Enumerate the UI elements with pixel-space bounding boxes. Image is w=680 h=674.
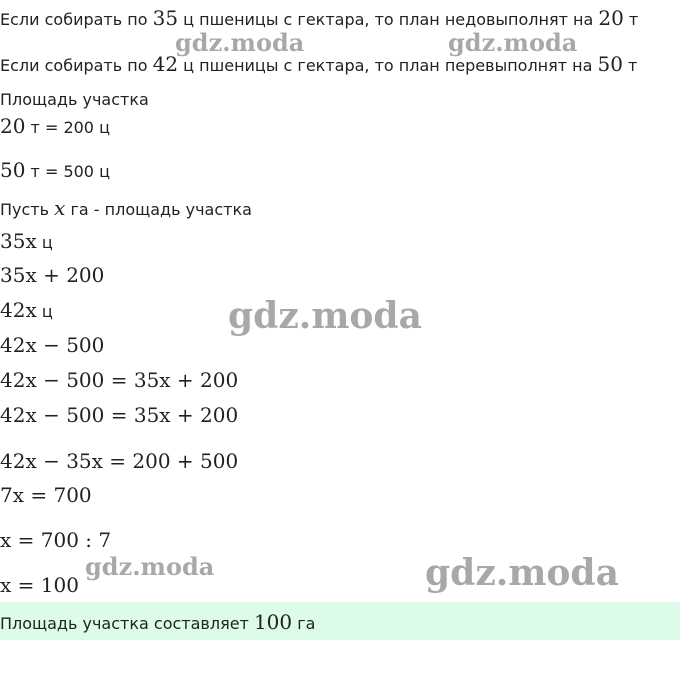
expression-42x: 42x ц <box>0 298 53 322</box>
conversion-20t: 20 т = 200 ц <box>0 114 110 138</box>
equation-6: x = 100 <box>0 573 79 597</box>
condition-line-1: Если собирать по 35 ц пшеницы с гектара, то план недовыполнят на 20 т <box>0 6 639 30</box>
expression-35x: 35x ц <box>0 229 53 253</box>
equation-2: 42x − 500 = 35x + 200 <box>0 403 239 427</box>
answer-text: Площадь участка составляет 100 га <box>0 610 316 634</box>
watermark-logo: gdz.moda <box>228 295 422 337</box>
expression-42x-minus-500: 42x − 500 <box>0 333 105 357</box>
expression-35x-plus-200: 35x + 200 <box>0 263 105 287</box>
equation-5: x = 700 : 7 <box>0 528 112 552</box>
conversion-50t: 50 т = 500 ц <box>0 158 110 182</box>
watermark-logo: gdz.moda <box>175 28 305 57</box>
watermark-logo: gdz.moda <box>425 552 619 594</box>
equation-3: 42x − 35x = 200 + 500 <box>0 449 239 473</box>
watermark-logo: gdz.moda <box>85 552 215 581</box>
watermark-logo: gdz.moda <box>448 28 578 57</box>
let-statement: Пусть x га - площадь участка <box>0 196 252 220</box>
equation-1: 42x − 500 = 35x + 200 <box>0 368 239 392</box>
section-heading: Площадь участка <box>0 90 149 109</box>
answer-box <box>0 602 680 640</box>
equation-4: 7x = 700 <box>0 483 92 507</box>
condition-line-2: Если собирать по 42 ц пшеницы с гектара, то план перевыполнят на 50 т <box>0 52 638 76</box>
